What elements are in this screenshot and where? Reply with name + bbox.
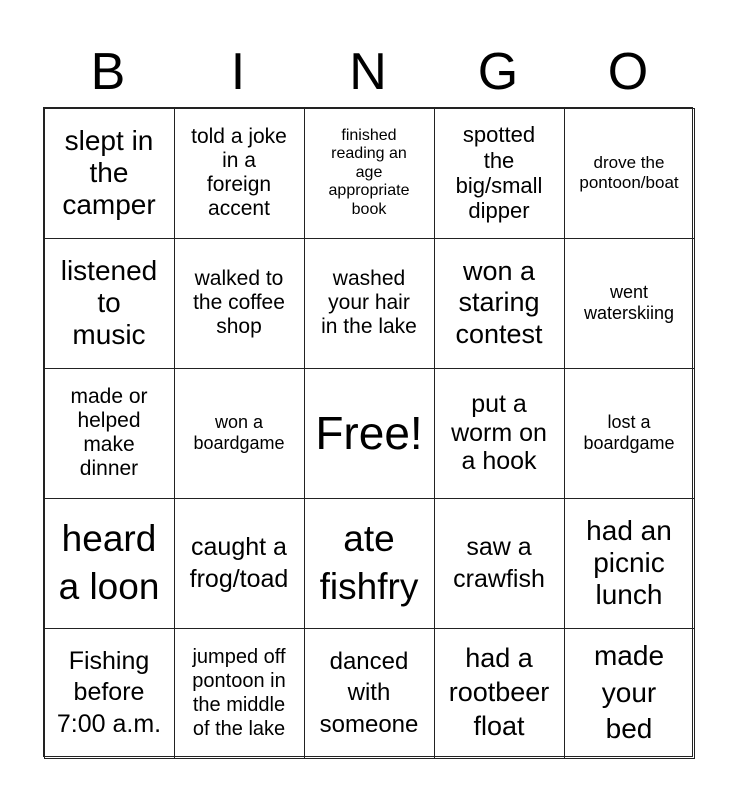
header-letter-b: B — [90, 43, 126, 101]
header-letter-g: G — [477, 43, 519, 101]
bingo-cell[interactable]: made your bed — [564, 628, 695, 759]
bingo-cell[interactable]: won a boardgame — [174, 368, 305, 499]
bingo-cell[interactable]: caught a frog/toad — [174, 498, 305, 629]
bingo-grid — [43, 107, 693, 757]
bingo-cell[interactable]: listened to music — [44, 238, 175, 369]
bingo-cell[interactable]: went waterskiing — [564, 238, 695, 369]
bingo-cell[interactable]: ate fishfry — [304, 498, 435, 629]
bingo-cell[interactable]: lost a boardgame — [564, 368, 695, 499]
bingo-header — [43, 40, 693, 104]
bingo-cell[interactable]: had an picnic lunch — [564, 498, 695, 629]
bingo-cell[interactable]: Fishing before 7:00 a.m. — [44, 628, 175, 759]
header-letter-n: N — [349, 43, 387, 101]
bingo-cell[interactable]: finished reading an age appropriate book — [304, 108, 435, 239]
free-space[interactable]: Free! — [304, 368, 435, 499]
bingo-cell[interactable]: told a joke in a foreign accent — [174, 108, 305, 239]
bingo-cell[interactable]: saw a crawfish — [434, 498, 565, 629]
bingo-cell[interactable]: jumped off pontoon in the middle of the lake — [174, 628, 305, 759]
header-letter-o: O — [607, 43, 649, 101]
bingo-cell[interactable]: put a worm on a hook — [434, 368, 565, 499]
header-letter-i: I — [230, 43, 246, 101]
bingo-cell[interactable]: spotted the big/small dipper — [434, 108, 565, 239]
bingo-cell[interactable]: washed your hair in the lake — [304, 238, 435, 369]
bingo-cell[interactable]: had a rootbeer float — [434, 628, 565, 759]
bingo-cell[interactable]: won a staring contest — [434, 238, 565, 369]
bingo-cell[interactable]: walked to the coffee shop — [174, 238, 305, 369]
bingo-cell[interactable]: danced with someone — [304, 628, 435, 759]
bingo-cell[interactable]: made or helped make dinner — [44, 368, 175, 499]
bingo-cell[interactable]: heard a loon — [44, 498, 175, 629]
bingo-cell[interactable]: slept in the camper — [44, 108, 175, 239]
bingo-cell[interactable]: drove the pontoon/boat — [564, 108, 695, 239]
